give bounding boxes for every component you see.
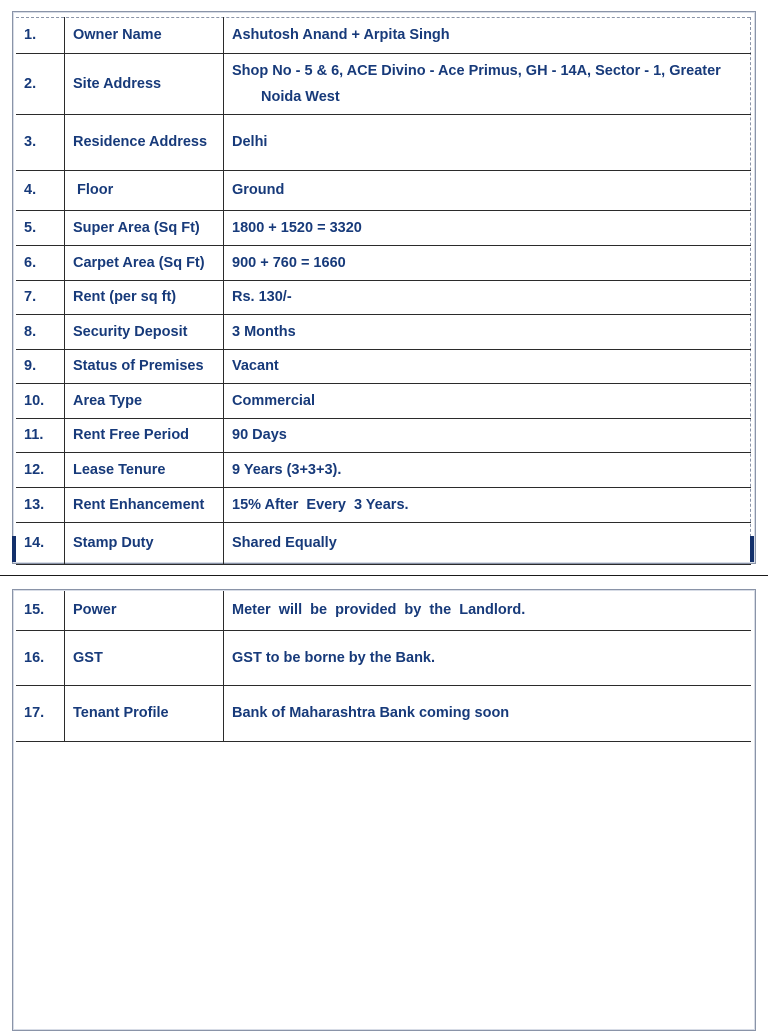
- table-row: [16, 53, 751, 114]
- field-value: 9 Years (3+3+3).: [224, 452, 752, 487]
- row-number: 10.: [16, 383, 65, 418]
- table-row: [16, 349, 751, 383]
- table-row: [16, 280, 751, 314]
- row-number: 11.: [16, 418, 65, 452]
- row-number: 4.: [16, 170, 65, 210]
- field-label: Rent Enhancement: [65, 487, 224, 522]
- row-number: 5.: [16, 210, 65, 245]
- field-value: Meter will be provided by the Landlord.: [224, 591, 752, 630]
- table-row: [16, 591, 751, 630]
- document-page-2: [0, 576, 768, 1024]
- table-row: [16, 487, 751, 522]
- field-label: Tenant Profile: [65, 685, 224, 741]
- row-number: 14.: [16, 522, 65, 564]
- field-label: GST: [65, 630, 224, 685]
- table-row: [16, 114, 751, 170]
- field-value: Delhi: [224, 114, 752, 170]
- table-row: [16, 210, 751, 245]
- field-value: Ashutosh Anand + Arpita Singh: [224, 17, 752, 53]
- field-label: Security Deposit: [65, 314, 224, 349]
- table-row: [16, 685, 751, 741]
- row-number: 3.: [16, 114, 65, 170]
- field-value: Vacant: [224, 349, 752, 383]
- field-value: 90 Days: [224, 418, 752, 452]
- row-number: 7.: [16, 280, 65, 314]
- field-label: Status of Premises: [65, 349, 224, 383]
- row-number: 15.: [16, 591, 65, 630]
- field-value: Shared Equally: [224, 522, 752, 564]
- property-details-table-continued: [16, 591, 751, 742]
- field-label: Carpet Area (Sq Ft): [65, 245, 224, 280]
- table-row: [16, 383, 751, 418]
- field-value: GST to be borne by the Bank.: [224, 630, 752, 685]
- row-number: 9.: [16, 349, 65, 383]
- field-label: Owner Name: [65, 17, 224, 53]
- field-label: Floor: [65, 170, 224, 210]
- field-value: [224, 53, 752, 114]
- row-number: 12.: [16, 452, 65, 487]
- field-value: 1800 + 1520 = 3320: [224, 210, 752, 245]
- field-value: Commercial: [224, 383, 752, 418]
- property-details-table: [16, 17, 751, 565]
- table-row: [16, 314, 751, 349]
- field-label: Power: [65, 591, 224, 630]
- table-row: [16, 170, 751, 210]
- table-row: [16, 452, 751, 487]
- row-number: 8.: [16, 314, 65, 349]
- field-value: 900 + 760 = 1660: [224, 245, 752, 280]
- field-value: Bank of Maharashtra Bank coming soon: [224, 685, 752, 741]
- row-number: 6.: [16, 245, 65, 280]
- field-value: Rs. 130/-: [224, 280, 752, 314]
- field-label: Residence Address: [65, 114, 224, 170]
- row-number: 17.: [16, 685, 65, 741]
- table-row: [16, 522, 751, 564]
- row-number: 1.: [16, 17, 65, 53]
- field-value: 3 Months: [224, 314, 752, 349]
- table-row: [16, 17, 751, 53]
- row-number: 13.: [16, 487, 65, 522]
- field-label: Rent Free Period: [65, 418, 224, 452]
- table-row: [16, 418, 751, 452]
- row-number: 16.: [16, 630, 65, 685]
- table-row: [16, 245, 751, 280]
- field-label: Area Type: [65, 383, 224, 418]
- field-label: Site Address: [65, 53, 224, 114]
- field-label: Lease Tenure: [65, 452, 224, 487]
- field-label: Super Area (Sq Ft): [65, 210, 224, 245]
- field-label: Stamp Duty: [65, 522, 224, 564]
- field-value-continuation: Noida West: [261, 88, 340, 105]
- field-value: Ground: [224, 170, 752, 210]
- table-row: [16, 630, 751, 685]
- field-value-line-2: [232, 84, 743, 110]
- field-label: Rent (per sq ft): [65, 280, 224, 314]
- field-value-line-1: Shop No - 5 & 6, ACE Divino - Ace Primus, GH - 14A, Sector - 1, Greater: [232, 62, 721, 79]
- row-number: 2.: [16, 53, 65, 114]
- field-value: 15% After Every 3 Years.: [224, 487, 752, 522]
